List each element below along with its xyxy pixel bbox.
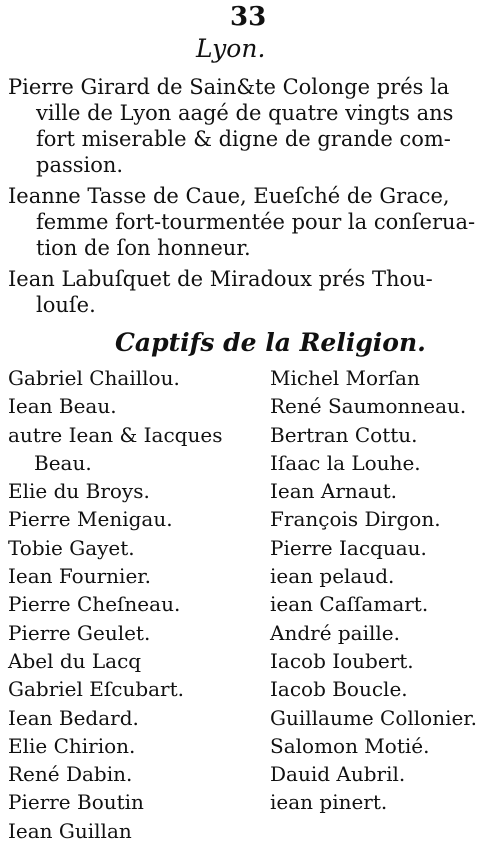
name-item: Pierre Menigau.	[8, 507, 173, 532]
name-item: Iacob Boucle.	[270, 677, 408, 702]
text-line: tion de ſon honneur.	[36, 236, 251, 260]
name-item: autre Iean & Iacques	[8, 422, 223, 447]
text-line: Ieanne Tasse de Caue, Eueſché de Grace,	[8, 184, 450, 208]
name-item: Abel du Lacq	[8, 648, 142, 673]
name-item: Iean Bedard.	[8, 705, 139, 730]
name-item: Pierre Cheſneau.	[8, 592, 181, 617]
name-item: Iean Beau.	[8, 394, 117, 419]
name-item: Elie Chirion.	[8, 733, 136, 758]
name-item: Beau.	[34, 450, 92, 475]
entry-ieanne-tasse	[8, 183, 478, 261]
text-line: ville de Lyon aagé de quatre vingts ans	[36, 101, 454, 125]
name-item: François Dirgon.	[270, 507, 441, 532]
name-item: Pierre Geulet.	[8, 620, 151, 645]
text-line: femme fort-tourmentée pour la conſerua-	[36, 210, 476, 234]
name-item: Guillaume Collonier.	[270, 705, 478, 730]
name-item: Iean Arnaut.	[270, 479, 397, 504]
city-heading: Lyon.	[196, 34, 266, 63]
text-line: passion.	[36, 153, 124, 177]
text-line: Iean Labuſquet de Miradoux prés Thou-	[8, 267, 433, 291]
name-item: Pierre Boutin	[8, 790, 144, 815]
name-item: Gabriel Chaillou.	[8, 366, 180, 390]
entry-iean-labusquet	[8, 266, 478, 318]
page-number: 33	[230, 2, 267, 32]
text-line: fort miserable & digne de grande com-	[36, 127, 451, 151]
name-item: Michel Morſan	[270, 366, 420, 390]
name-item: Dauid Aubril.	[270, 762, 406, 787]
name-item: iean Caſſamart.	[270, 592, 429, 617]
name-item: René Saumonneau.	[270, 394, 467, 419]
name-item: Iean Guillan	[8, 818, 132, 843]
name-item: iean pinert.	[270, 790, 388, 815]
name-item: Iean Fournier.	[8, 564, 151, 589]
name-item: Pierre Iacquau.	[270, 535, 427, 560]
name-item: Salomon Motié.	[270, 733, 430, 758]
name-item: Iacob Ioubert.	[270, 648, 414, 673]
name-item: André paille.	[270, 620, 400, 645]
name-item: René Dabin.	[8, 762, 133, 787]
text-line: Pierre Girard de Sain&te Colonge prés la	[8, 75, 450, 99]
captives-heading: Captifs de la Religion.	[115, 328, 426, 357]
name-item: Elie du Broys.	[8, 479, 150, 504]
names-right-column	[270, 364, 477, 817]
name-item: Iſaac la Louhe.	[270, 450, 421, 475]
name-item: Bertran Cottu.	[270, 422, 418, 447]
name-item: Gabriel Eſcubart.	[8, 677, 185, 702]
name-item: iean pelaud.	[270, 564, 395, 589]
text-line: louſe.	[36, 293, 96, 317]
name-item: Tobie Gayet.	[8, 535, 135, 560]
names-left-column	[8, 364, 222, 845]
entry-pierre-girard	[8, 74, 478, 178]
